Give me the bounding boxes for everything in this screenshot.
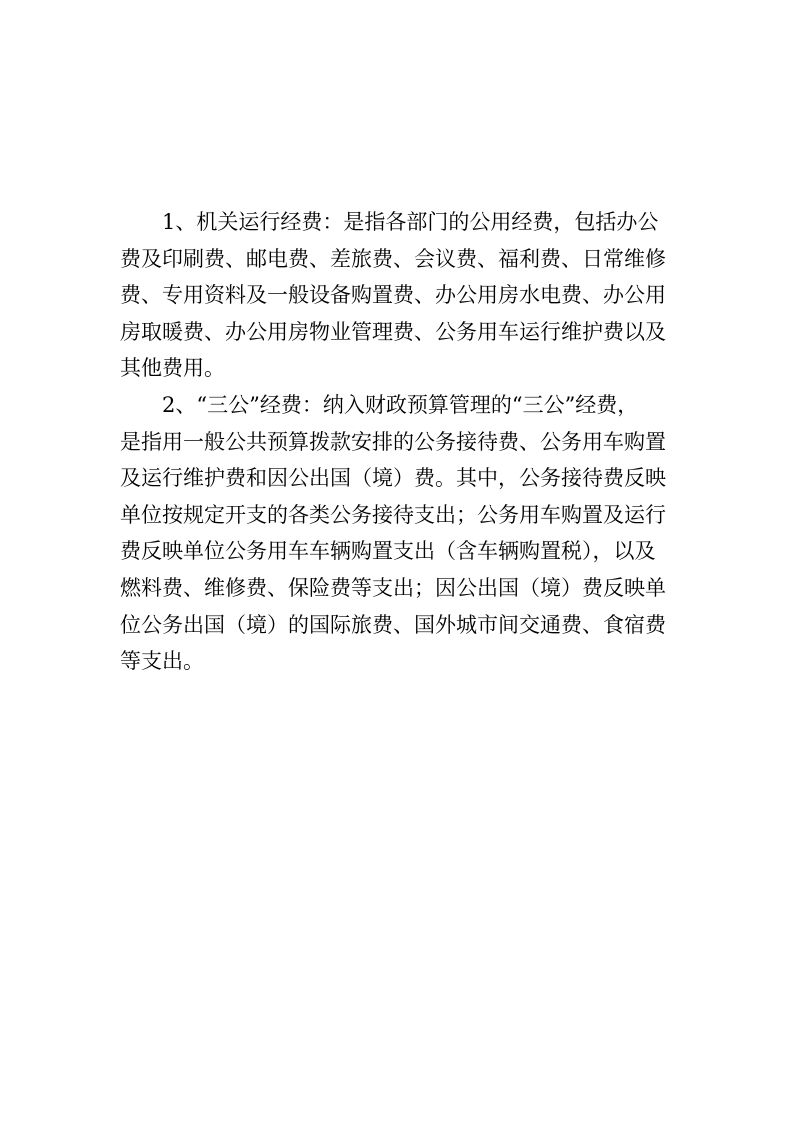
text-line: 2、“三公”经费：纳入财政预算管理的“三公”经费， [162,392,639,417]
text-line: 等支出。 [120,649,204,674]
text-line: 费、专用资料及一般设备购置费、办公用房水电费、办公用 [120,283,666,308]
paragraph-three-public-expenses [120,387,676,680]
text-line: 房取暖费、办公用房物业管理费、公务用车运行维护费以及 [120,319,666,344]
text-line: 及运行维护费和因公出国（境）费。其中，公务接待费反映 [120,466,666,491]
text-line: 燃料费、维修费、保险费等支出；因公出国（境）费反映单 [120,575,666,600]
paragraph-operating-expenses [120,204,676,387]
text-line: 单位按规定开支的各类公务接待支出；公务用车购置及运行 [120,502,666,527]
text-line: 费反映单位公务用车车辆购置支出（含车辆购置税），以及 [120,539,656,564]
text-line: 是指用一般公共预算拨款安排的公务接待费、公务用车购置 [120,429,666,454]
text-line: 其他费用。 [120,356,225,381]
text-line: 位公务出国（境）的国际旅费、国外城市间交通费、食宿费 [120,612,666,637]
document-body [120,204,676,680]
text-line: 费及印刷费、邮电费、差旅费、会议费、福利费、日常维修 [120,246,666,271]
text-line: 1、机关运行经费：是指各部门的公用经费，包括办公 [162,210,659,234]
